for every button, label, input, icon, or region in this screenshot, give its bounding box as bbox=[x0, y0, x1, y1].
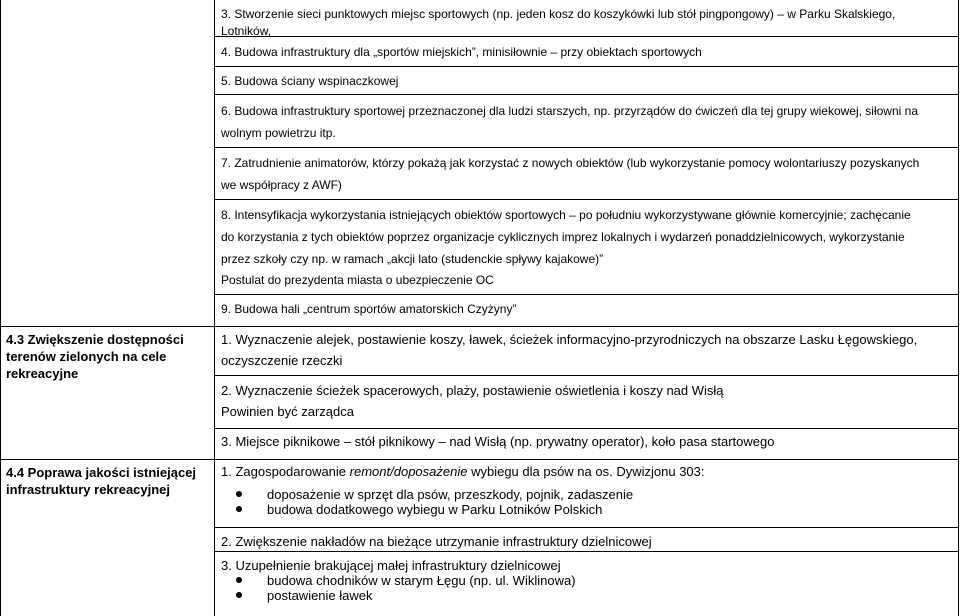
s44-item1 bbox=[221, 461, 956, 482]
cell-border bbox=[214, 294, 959, 295]
item-7-line2: we współpracy z AWF) bbox=[221, 178, 342, 192]
item-3-line1: 3. Stworzenie sieci punktowych miejsc sportowych (np. jeden kosz do koszykówki lub stół pingpongowy) – w Parku Skalskiego, bbox=[221, 7, 896, 21]
bullet-icon bbox=[236, 592, 242, 598]
border-right bbox=[958, 0, 959, 616]
item-8-line1: 8. Intensyfikacja wykorzystania istniejących obiektów sportowych – po południu wykorzystywane głównie komercyjnie; zachęcanie bbox=[221, 208, 911, 222]
item-9: 9. Budowa hali „centrum sportów amatorskich Czyżyny” bbox=[221, 302, 517, 316]
item-6-line1: 6. Budowa infrastruktury sportowej przeznaczonej dla ludzi starszych, np. przyrządów do ćwiczeń dla tej grupy wiekowej, siłowni na bbox=[221, 104, 918, 118]
item-4: 4. Budowa infrastruktury dla „sportów miejskich”, minisiłownie – przy obiektach sportowych bbox=[221, 45, 702, 59]
border-left bbox=[0, 0, 1, 616]
section-4-4-label: 4.4 Poprawa jakości istniejącej infrastruktury rekreacyjnej bbox=[6, 465, 197, 497]
row-border-43 bbox=[0, 326, 959, 327]
item-3-line2: Lotników, bbox=[221, 24, 272, 38]
cell-border bbox=[214, 94, 959, 95]
s44-item1-bullet2: budowa dodatkowego wybiegu w Parku Lotników Polskich bbox=[267, 502, 603, 517]
s43-item1-line2: oczyszczenie rzeczki bbox=[221, 353, 343, 368]
item-6-line2: wolnym powietrzu itp. bbox=[221, 126, 336, 140]
bullet-icon bbox=[236, 491, 242, 497]
item-8-line2: do korzystania z tych obiektów poprzez organizacje cyklicznych imprez lokalnych i wydarzeń ponaddzielnicowych, wykorzystanie bbox=[221, 230, 905, 244]
s43-item1-line1: 1. Wyznaczenie alejek, postawienie koszy, ławek, ścieżek informacyjno-przyrodniczych na obszarze Lasku Łęgowskiego, bbox=[221, 332, 918, 347]
cell-border bbox=[214, 428, 959, 429]
s43-item3: 3. Miejsce piknikowe – stół piknikowy – nad Wisłą (np. prywatny operator), koło pasa startowego bbox=[221, 434, 775, 449]
s43-item2-line2: Powinien być zarządca bbox=[221, 404, 354, 419]
row-border-44 bbox=[0, 459, 959, 460]
s44-item1-emphasis: remont/doposażenie bbox=[349, 464, 468, 479]
item-5: 5. Budowa ściany wspinaczkowej bbox=[221, 74, 399, 88]
item-8-line4: Postulat do prezydenta miasta o ubezpieczenie OC bbox=[221, 273, 494, 287]
s44-item1-pre: 1. Zagospodarowanie bbox=[221, 464, 350, 479]
cell-border bbox=[214, 199, 959, 200]
s44-item1-bullet1: doposażenie w sprzęt dla psów, przeszkody, pojnik, zadaszenie bbox=[267, 487, 634, 502]
bullet-icon bbox=[236, 506, 242, 512]
item-3-line2-wrap bbox=[221, 20, 956, 42]
cell-border bbox=[214, 66, 959, 67]
item-7-line1: 7. Zatrudnienie animatorów, którzy pokażą jak korzystać z nowych obiektów (lub wykorzystanie pomocy wolontariuszy pozyskanych bbox=[221, 156, 920, 170]
section-4-3-label: 4.3 Zwiększenie dostępności terenów zielonych na cele rekreacyjne bbox=[6, 332, 184, 381]
s44-item3-bullet1: budowa chodników w starym Łęgu (np. ul. Wiklinowa) bbox=[267, 573, 576, 588]
cell-border bbox=[214, 375, 959, 376]
bullet-icon bbox=[236, 577, 242, 583]
cell-border bbox=[214, 527, 959, 528]
item-8-line3: przez szkoły czy np. w ramach „akcji lato (studenckie spływy kajakowe)” bbox=[221, 252, 604, 266]
s44-item3: 3. Uzupełnienie brakującej małej infrastruktury dzielnicowej bbox=[221, 558, 561, 573]
border-middle bbox=[214, 0, 215, 616]
cell-border bbox=[214, 147, 959, 148]
s44-item1-post: wybiegu dla psów na os. Dywizjonu 303: bbox=[467, 464, 705, 479]
s44-item2: 2. Zwiększenie nakładów na bieżące utrzymanie infrastruktury dzielnicowej bbox=[221, 534, 652, 549]
s43-item2-line1: 2. Wyznaczenie ścieżek spacerowych, plaży, postawienie oświetlenia i koszy nad Wisłą bbox=[221, 383, 724, 398]
s44-item3-bullet2: postawienie ławek bbox=[267, 588, 373, 603]
